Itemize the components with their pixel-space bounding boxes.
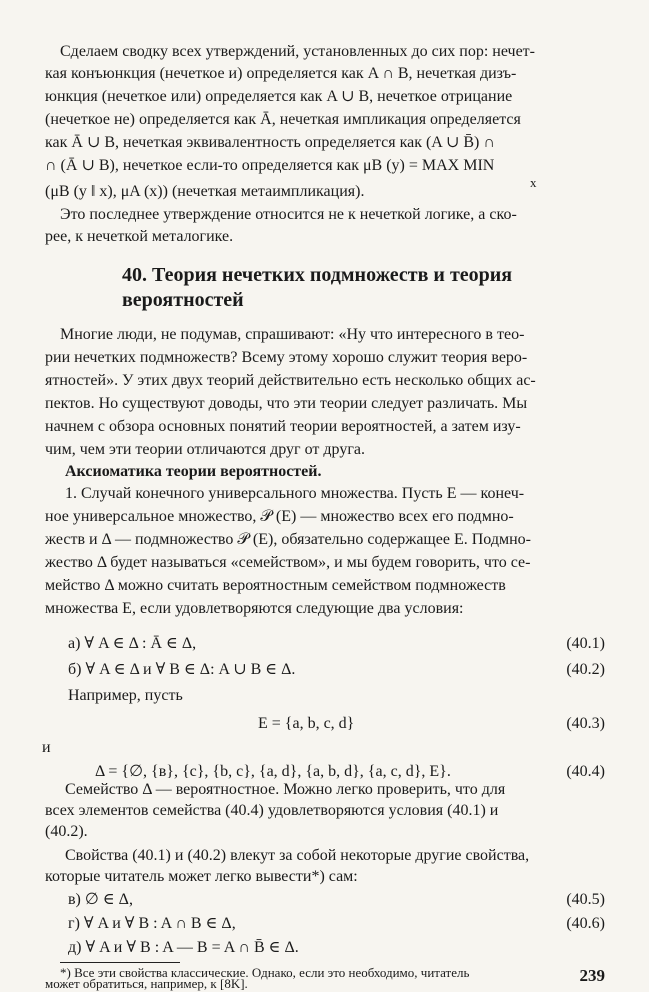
intro-line: как Ā ∪ B, нечеткая эквивалентность определяется как (A ∪ B̄) ∩ xyxy=(45,134,495,151)
equation: д) ∀ A и ∀ B : A — B = A ∩ B̄ ∈ Δ. xyxy=(68,939,299,956)
intro-line: рее, к нечеткой металогике. xyxy=(45,228,234,245)
section-title: вероятностей xyxy=(122,289,244,311)
intro-line: Сделаем сводку всех утверждений, установленных до сих пор: нечет- xyxy=(60,43,535,60)
equation: г) ∀ A и ∀ B : A ∩ B ∈ Δ, xyxy=(68,915,236,932)
paragraph-line: чим, чем эти теории отличаются друг от друга. xyxy=(45,441,365,458)
equation: E = {a, b, c, d} xyxy=(258,715,355,732)
conjunction-word: и xyxy=(42,739,51,756)
equation: а) ∀ A ∈ Δ : Ā ∈ Δ, xyxy=(68,635,197,652)
intro-line: кая конъюнкция (нечеткое и) определяется как A ∩ B, нечеткая дизъ- xyxy=(45,65,517,82)
paragraph-line: Многие люди, не подумав, спрашивают: «Ну что интересного в тео- xyxy=(60,326,525,343)
paragraph-line: Семейство Δ — вероятностное. Можно легко проверить, что для xyxy=(65,781,506,798)
footnote-line: может обратиться, например, к [8K]. xyxy=(45,976,248,991)
paragraph-line: ное универсальное множество, 𝒫 (E) — множество всех его подмно- xyxy=(45,508,514,525)
equation: Δ = {∅, {в}, {c}, {b, c}, {a, d}, {a, b, d}, {a, c, d}, E}. xyxy=(95,763,451,780)
paragraph-line: Например, пусть xyxy=(68,687,183,704)
paragraph-line: пектов. Но существуют доводы, что эти теории следует различать. Мы xyxy=(45,395,528,412)
footnote-line: *) Все эти свойства классические. Однако, если это необходимо, читатель xyxy=(60,965,470,980)
equation: б) ∀ A ∈ Δ и ∀ B ∈ Δ: A ∪ B ∈ Δ. xyxy=(68,661,296,678)
intro-line: ∩ (Ā ∪ B), нечеткое если-то определяется как μB (y) = MAX MIN xyxy=(45,157,495,174)
paragraph-line: (40.2). xyxy=(45,823,88,840)
paragraph-line: ятностей». У этих двух теорий действительно есть несколько общих ас- xyxy=(45,372,536,389)
paragraph-line: 1. Случай конечного универсального множества. Пусть E — конеч- xyxy=(65,485,525,502)
section-title: 40. Теория нечетких подмножеств и теория xyxy=(122,264,513,286)
equation-number: (40.2) xyxy=(566,661,605,678)
subheading: Аксиоматика теории вероятностей. xyxy=(65,463,322,480)
equation-number: (40.6) xyxy=(566,915,605,932)
paragraph-line: рии нечетких подмножеств? Всему этому хорошо служит теория веро- xyxy=(45,349,528,366)
paragraph-line: начнем с обзора основных понятий теории вероятностей, а затем изу- xyxy=(45,418,521,435)
equation-number: (40.1) xyxy=(566,635,605,652)
paragraph-line: Свойства (40.1) и (40.2) влекут за собой некоторые другие свойства, xyxy=(65,847,530,864)
paragraph-line: множества E, если удовлетворяются следующие два условия: xyxy=(45,600,464,617)
paragraph-line: жеств и Δ — подмножество 𝒫 (E), обязательно содержащее E. Подмно- xyxy=(45,531,531,548)
max-subscript: x xyxy=(530,175,537,190)
footnote-rule xyxy=(60,962,180,963)
paragraph-line: всех элементов семейства (40.4) удовлетворяются условия (40.1) и xyxy=(45,802,499,819)
page-number: 239 xyxy=(579,966,605,985)
equation-number: (40.5) xyxy=(566,891,605,908)
equation: в) ∅ ∈ Δ, xyxy=(68,891,133,908)
paragraph-line: мейство Δ можно считать вероятностным семейством подмножеств xyxy=(45,577,506,594)
paragraph-line: жество Δ будет называться «семейством», и мы будем говорить, что се- xyxy=(45,554,531,571)
equation-number: (40.4) xyxy=(566,763,605,780)
paragraph-line: которые читатель может легко вывести*) сам: xyxy=(45,868,358,885)
intro-line: Это последнее утверждение относится не к нечеткой логике, а ско- xyxy=(60,206,517,223)
equation-number: (40.3) xyxy=(566,715,605,732)
intro-line: (нечеткое не) определяется как Ā, нечеткая импликация определяется xyxy=(45,111,521,128)
intro-line: юнкция (нечеткое или) определяется как A ∪ B, нечеткое отрицание xyxy=(45,88,513,105)
intro-line: (μB (y ‖ x), μA (x)) (нечеткая метаимпликация). xyxy=(45,183,365,200)
